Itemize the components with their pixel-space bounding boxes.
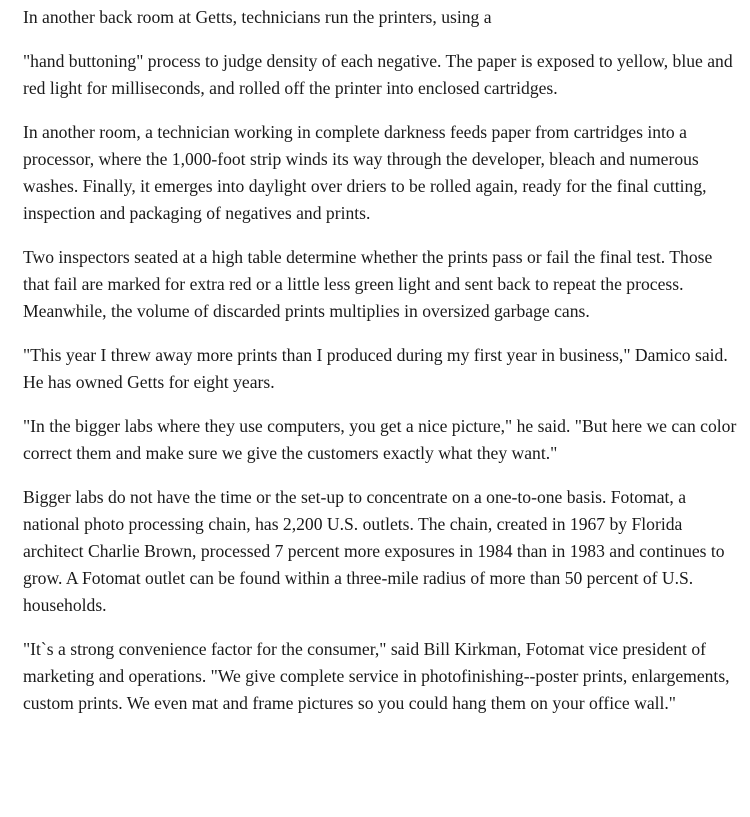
article-paragraph-4: Two inspectors seated at a high table determine whether the prints pass or fail the final test. Those that fail are marked for extra red or a little less green light and sent back to repeat the process. Meanwhile, the volume of discarded prints multiplies in oversized garbage cans. xyxy=(23,247,713,321)
article-paragraph-7: Bigger labs do not have the time or the set-up to concentrate on a one-to-one basis. Fotomat, a national photo processing chain, has 2,200 U.S. outlets. The chain, created in 1967 by Florida architect Charlie Brown, processed 7 percent more exposures in 1984 than in 1983 and continues to grow. A Fotomat outlet can be found within a three-mile radius of more than 50 percent of U.S. households. xyxy=(23,487,725,615)
article-paragraph-1: In another back room at Getts, technicians run the printers, using a xyxy=(23,7,492,27)
article-paragraph-3: In another room, a technician working in complete darkness feeds paper from cartridges into a processor, where the 1,000-foot strip winds its way through the developer, bleach and numerous washes. Finally, it emerges into daylight over driers to be rolled again, ready for the final cutting, inspection and packaging of negatives and prints. xyxy=(23,122,707,223)
article-paragraph-6: "In the bigger labs where they use computers, you get a nice picture," he said. "But here we can color correct them and make sure we give the customers exactly what they want." xyxy=(23,416,737,463)
article-paragraph-2: "hand buttoning" process to judge density of each negative. The paper is exposed to yellow, blue and red light for milliseconds, and rolled off the printer into enclosed cartridges. xyxy=(23,51,733,98)
article-paragraph-5: "This year I threw away more prints than I produced during my first year in business," Damico said. He has owned Getts for eight years. xyxy=(23,345,728,392)
article-paragraph-8: "It`s a strong convenience factor for the consumer," said Bill Kirkman, Fotomat vice president of marketing and operations. "We give complete service in photofinishing--poster prints, enlargements, custom prints. We even mat and frame pictures so you could hang them on your office wall." xyxy=(23,639,730,713)
